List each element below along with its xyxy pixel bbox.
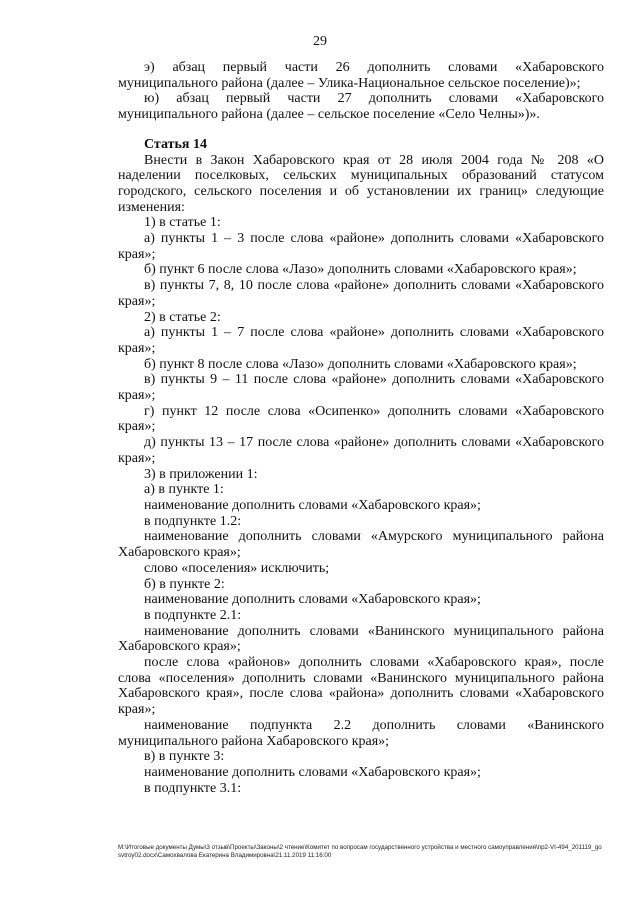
list-item: в подпункте 1.2:	[144, 513, 242, 529]
file-path-footer: М:\Итоговые документы Думы\3 отзыв\Проекты\Законы\2 чтение\Комитет по вопросам государственного устройства и местного самоуправления\пр2-VI-494_201119_gosvtroy02.docx\Самохвалова Екатерина Владимировна\21.11.2019 11:16:00	[118, 844, 602, 859]
list-item: наименование дополнить словами «Ванинского муниципального района Хабаровского края»;	[118, 623, 604, 655]
list-item: в) пункты 7, 8, 10 после слова «районе» дополнить словами «Хабаровского края»;	[118, 278, 604, 309]
article-heading: Статья 14	[144, 136, 207, 152]
list-item: а) пункты 1 – 3 после слова «районе» дополнить словами «Хабаровского края»;	[118, 231, 604, 262]
list-item: в подпункте 2.1:	[144, 607, 242, 623]
list-item: а) в пункте 1:	[144, 482, 224, 498]
list-item: в) пункты 9 – 11 после слова «районе» дополнить словами «Хабаровского края»;	[118, 372, 604, 404]
paragraph-e: э) абзац первый части 26 дополнить словами «Хабаровского муниципального района (далее – Улика-Национальное сельское поселение)»;	[118, 60, 604, 91]
list-item: наименование подпункта 2.2 дополнить словами «Ванинского муниципального района Хабаровского края»;	[118, 717, 604, 749]
document-body	[118, 60, 604, 796]
list-item: г) пункт 12 после слова «Осипенко» дополнить словами «Хабаровского края»;	[118, 403, 604, 435]
list-item: после слова «районов» дополнить словами «Хабаровского края», после слова «поселения» дополнить словами «Ванинского муниципального района Хабаровского края», после слова «района» дополнить словами «Хабаровского края»;	[118, 655, 604, 718]
paragraph-intro: Внести в Закон Хабаровского края от 28 июля 2004 года № 208 «О наделении поселковых, сельских муниципальных образований статусом городского, сельского поселения и об установлении их границ» следующие изменения:	[118, 152, 604, 215]
list-item: наименование дополнить словами «Хабаровского края»;	[144, 592, 481, 608]
list-item: наименование дополнить словами «Хабаровского края»;	[144, 497, 481, 513]
list-item: 1) в статье 1:	[144, 215, 221, 231]
page-number: 29	[313, 34, 327, 49]
list-item: а) пункты 1 – 7 после слова «районе» дополнить словами «Хабаровского края»;	[118, 325, 604, 356]
list-item: 2) в статье 2:	[144, 309, 221, 325]
list-item: в подпункте 3.1:	[144, 780, 242, 796]
list-item: 3) в приложении 1:	[144, 466, 258, 482]
list-item: б) пункт 8 после слова «Лазо» дополнить словами «Хабаровского края»;	[144, 356, 577, 372]
paragraph-yu: ю) абзац первый части 27 дополнить словами «Хабаровского муниципального района (далее – сельское поселение «Село Челны»)».	[118, 91, 604, 123]
list-item: наименование дополнить словами «Хабаровского края»;	[144, 764, 481, 780]
list-item: б) в пункте 2:	[144, 576, 225, 592]
list-item: д) пункты 13 – 17 после слова «районе» дополнить словами «Хабаровского края»;	[118, 435, 604, 466]
list-item: в) в пункте 3:	[144, 749, 225, 765]
list-item: наименование дополнить словами «Амурского муниципального района Хабаровского края»;	[118, 529, 604, 561]
list-item: б) пункт 6 после слова «Лазо» дополнить словами «Хабаровского края»;	[144, 262, 577, 278]
list-item: слово «поселения» исключить;	[144, 560, 330, 576]
